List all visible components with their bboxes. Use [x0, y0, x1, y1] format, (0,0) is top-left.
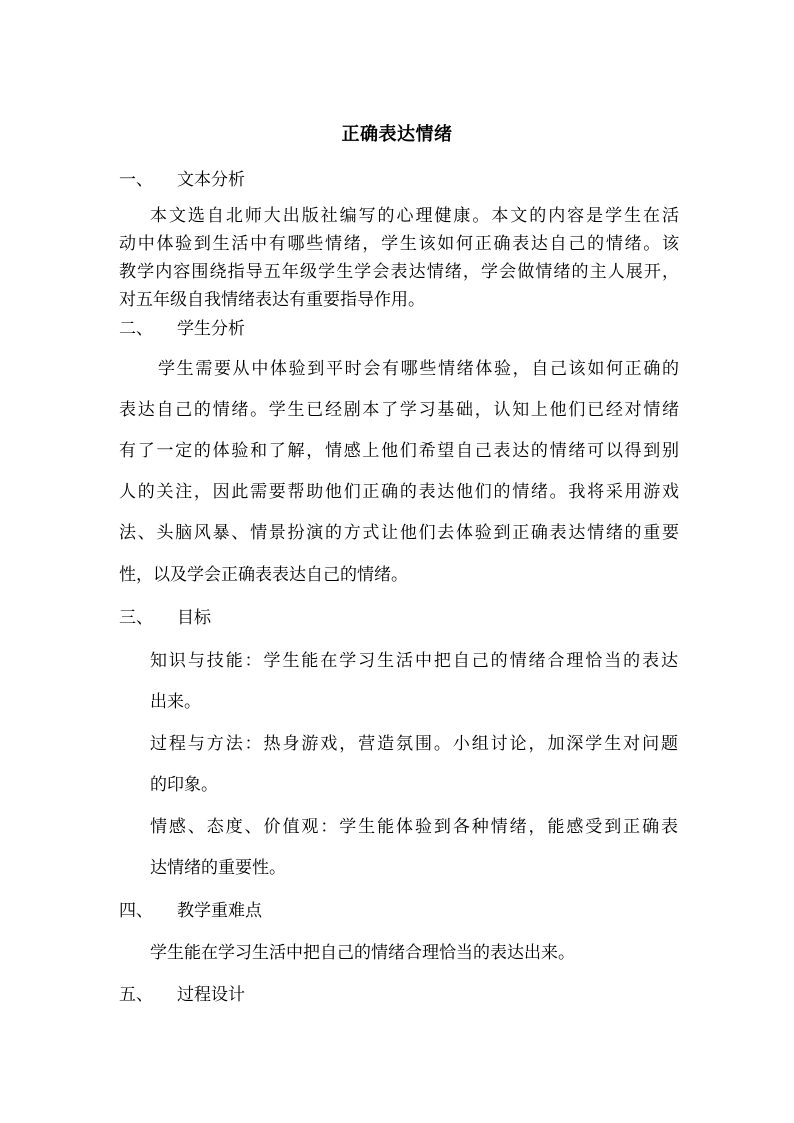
section-heading-4	[0, 899, 794, 923]
section-number: 三、	[119, 608, 153, 628]
paragraph-line: 对五年级自我情绪表达有重要指导作用。	[119, 290, 425, 310]
section-title: 学生分析	[177, 319, 245, 339]
section-title: 文本分析	[177, 170, 245, 190]
section-heading-1	[0, 168, 794, 192]
section-title: 过程设计	[177, 985, 245, 1005]
paragraph-line: 本文选自北师大出版社编写的心理健康。本文的内容是学生在活	[150, 206, 679, 226]
paragraph-line: 学生能在学习生活中把自己的情绪合理恰当的表达出来。	[150, 943, 575, 963]
objective-line: 情感、态度、价值观：学生能体验到各种情绪，能感受到正确表	[150, 817, 678, 837]
section-number: 五、	[119, 985, 153, 1005]
objective-line: 过程与方法：热身游戏，营造氛围。小组讨论，加深学生对问题	[150, 734, 678, 754]
paragraph-line: 学生需要从中体验到平时会有哪些情绪体验，自己该如何正确的	[158, 359, 679, 379]
section-number: 一、	[119, 170, 153, 190]
paragraph-line: 法、头脑风暴、情景扮演的方式让他们去体验到正确表达情绪的重要	[119, 523, 679, 543]
paragraph-line: 有了一定的体验和了解，情感上他们希望自己表达的情绪可以得到别	[119, 441, 679, 461]
section-number: 二、	[119, 319, 153, 339]
objective-line: 达情绪的重要性。	[150, 858, 286, 878]
section-heading-2	[0, 317, 794, 341]
paragraph-line: 表达自己的情绪。学生已经剧本了学习基础，认知上他们已经对情绪	[119, 400, 679, 420]
objective-line: 的印象。	[150, 775, 218, 795]
objective-line: 出来。	[150, 692, 201, 712]
section-title: 教学重难点	[177, 901, 262, 921]
document-title: 正确表达情绪	[341, 124, 453, 145]
section-heading-5	[0, 983, 794, 1007]
paragraph-line: 动中体验到生活中有哪些情绪，学生该如何正确表达自己的情绪。该	[119, 234, 679, 254]
paragraph-line: 性，以及学会正确表表达自己的情绪。	[119, 565, 408, 585]
paragraph-line: 教学内容围绕指导五年级学生学会表达情绪，学会做情绪的主人展开，	[119, 262, 679, 282]
section-number: 四、	[119, 901, 153, 921]
objective-line: 知识与技能：学生能在学习生活中把自己的情绪合理恰当的表达	[150, 651, 678, 671]
section-title: 目标	[177, 608, 211, 628]
paragraph-line: 人的关注，因此需要帮助他们正确的表达他们的情绪。我将采用游戏	[119, 482, 679, 502]
section-heading-3	[0, 606, 794, 630]
